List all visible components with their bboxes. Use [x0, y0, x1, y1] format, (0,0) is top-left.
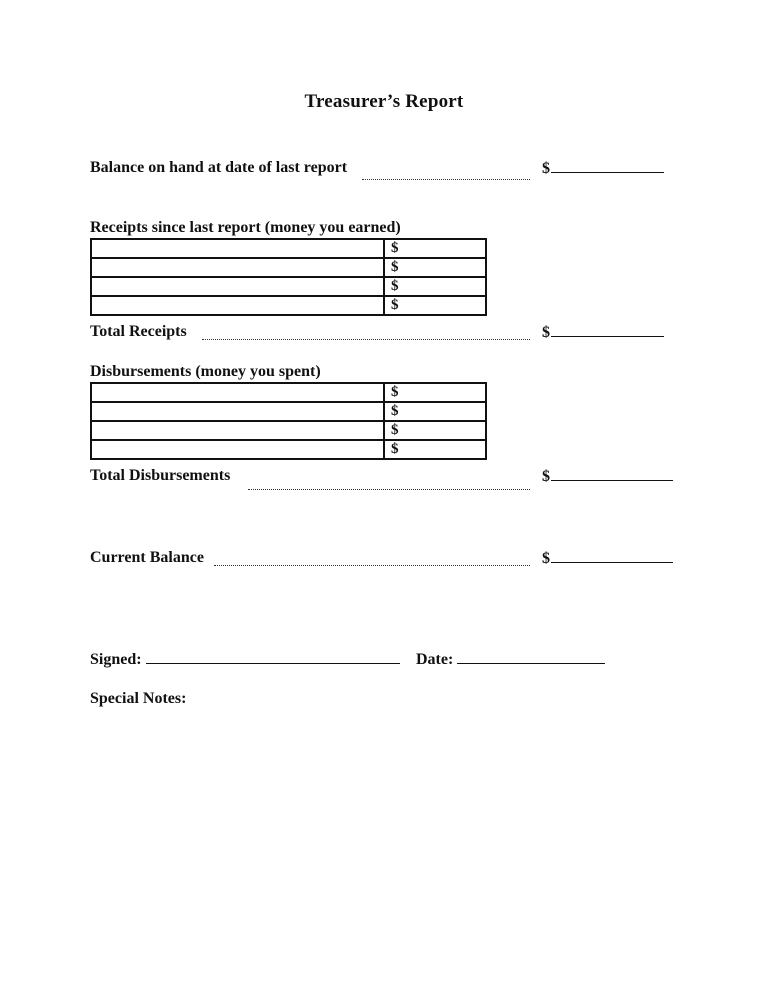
amount-blank-line [551, 158, 664, 173]
receipt-amount-cell[interactable]: $ [384, 258, 486, 277]
page-title: Treasurer’s Report [304, 91, 464, 112]
table-row [91, 402, 486, 421]
balance-last-report-label: Balance on hand at date of last report [90, 159, 348, 176]
table-row [91, 383, 486, 402]
currency-symbol: $ [542, 324, 550, 341]
amount-blank-line [551, 322, 664, 337]
date-row [416, 649, 605, 670]
disbursement-amount-cell[interactable]: $ [384, 402, 486, 421]
disbursement-amount-cell[interactable]: $ [384, 383, 486, 402]
current-balance-label: Current Balance [90, 549, 204, 566]
total-disbursements-leader [248, 489, 530, 490]
special-notes-label: Special Notes: [90, 690, 187, 707]
total-disbursements-amount-field[interactable] [542, 466, 673, 487]
total-receipts-label: Total Receipts [90, 323, 187, 340]
table-row [91, 277, 486, 296]
table-row [91, 440, 486, 459]
total-disbursements-label: Total Disbursements [90, 467, 231, 484]
receipt-description-cell[interactable] [91, 296, 384, 315]
receipt-amount-cell[interactable]: $ [384, 296, 486, 315]
table-row [91, 296, 486, 315]
amount-blank-line [551, 548, 673, 563]
currency-symbol: $ [542, 468, 550, 485]
table-row [91, 239, 486, 258]
receipts-heading: Receipts since last report (money you earned) [90, 219, 401, 236]
amount-blank-line [551, 466, 673, 481]
table-row [91, 258, 486, 277]
receipt-amount-cell[interactable]: $ [384, 277, 486, 296]
total-receipts-amount-field[interactable] [542, 322, 664, 343]
date-field[interactable] [457, 649, 605, 664]
disbursements-heading: Disbursements (money you spent) [90, 363, 321, 380]
total-receipts-leader [202, 339, 530, 340]
disbursement-description-cell[interactable] [91, 402, 384, 421]
disbursement-amount-cell[interactable]: $ [384, 440, 486, 459]
current-balance-leader [214, 565, 530, 566]
disbursement-amount-cell[interactable]: $ [384, 421, 486, 440]
disbursement-description-cell[interactable] [91, 440, 384, 459]
receipt-amount-cell[interactable]: $ [384, 239, 486, 258]
receipts-table [90, 238, 487, 316]
signature-field[interactable] [146, 649, 400, 664]
currency-symbol: $ [542, 160, 550, 177]
balance-last-report-amount-field[interactable] [542, 158, 664, 179]
disbursements-table [90, 382, 487, 460]
date-label: Date: [416, 651, 454, 668]
receipt-description-cell[interactable] [91, 258, 384, 277]
signed-row [90, 649, 400, 670]
current-balance-amount-field[interactable] [542, 548, 673, 569]
currency-symbol: $ [542, 550, 550, 567]
signed-label: Signed: [90, 651, 142, 668]
receipt-description-cell[interactable] [91, 277, 384, 296]
table-row [91, 421, 486, 440]
receipt-description-cell[interactable] [91, 239, 384, 258]
balance-last-report-leader [362, 179, 530, 180]
disbursement-description-cell[interactable] [91, 383, 384, 402]
disbursement-description-cell[interactable] [91, 421, 384, 440]
